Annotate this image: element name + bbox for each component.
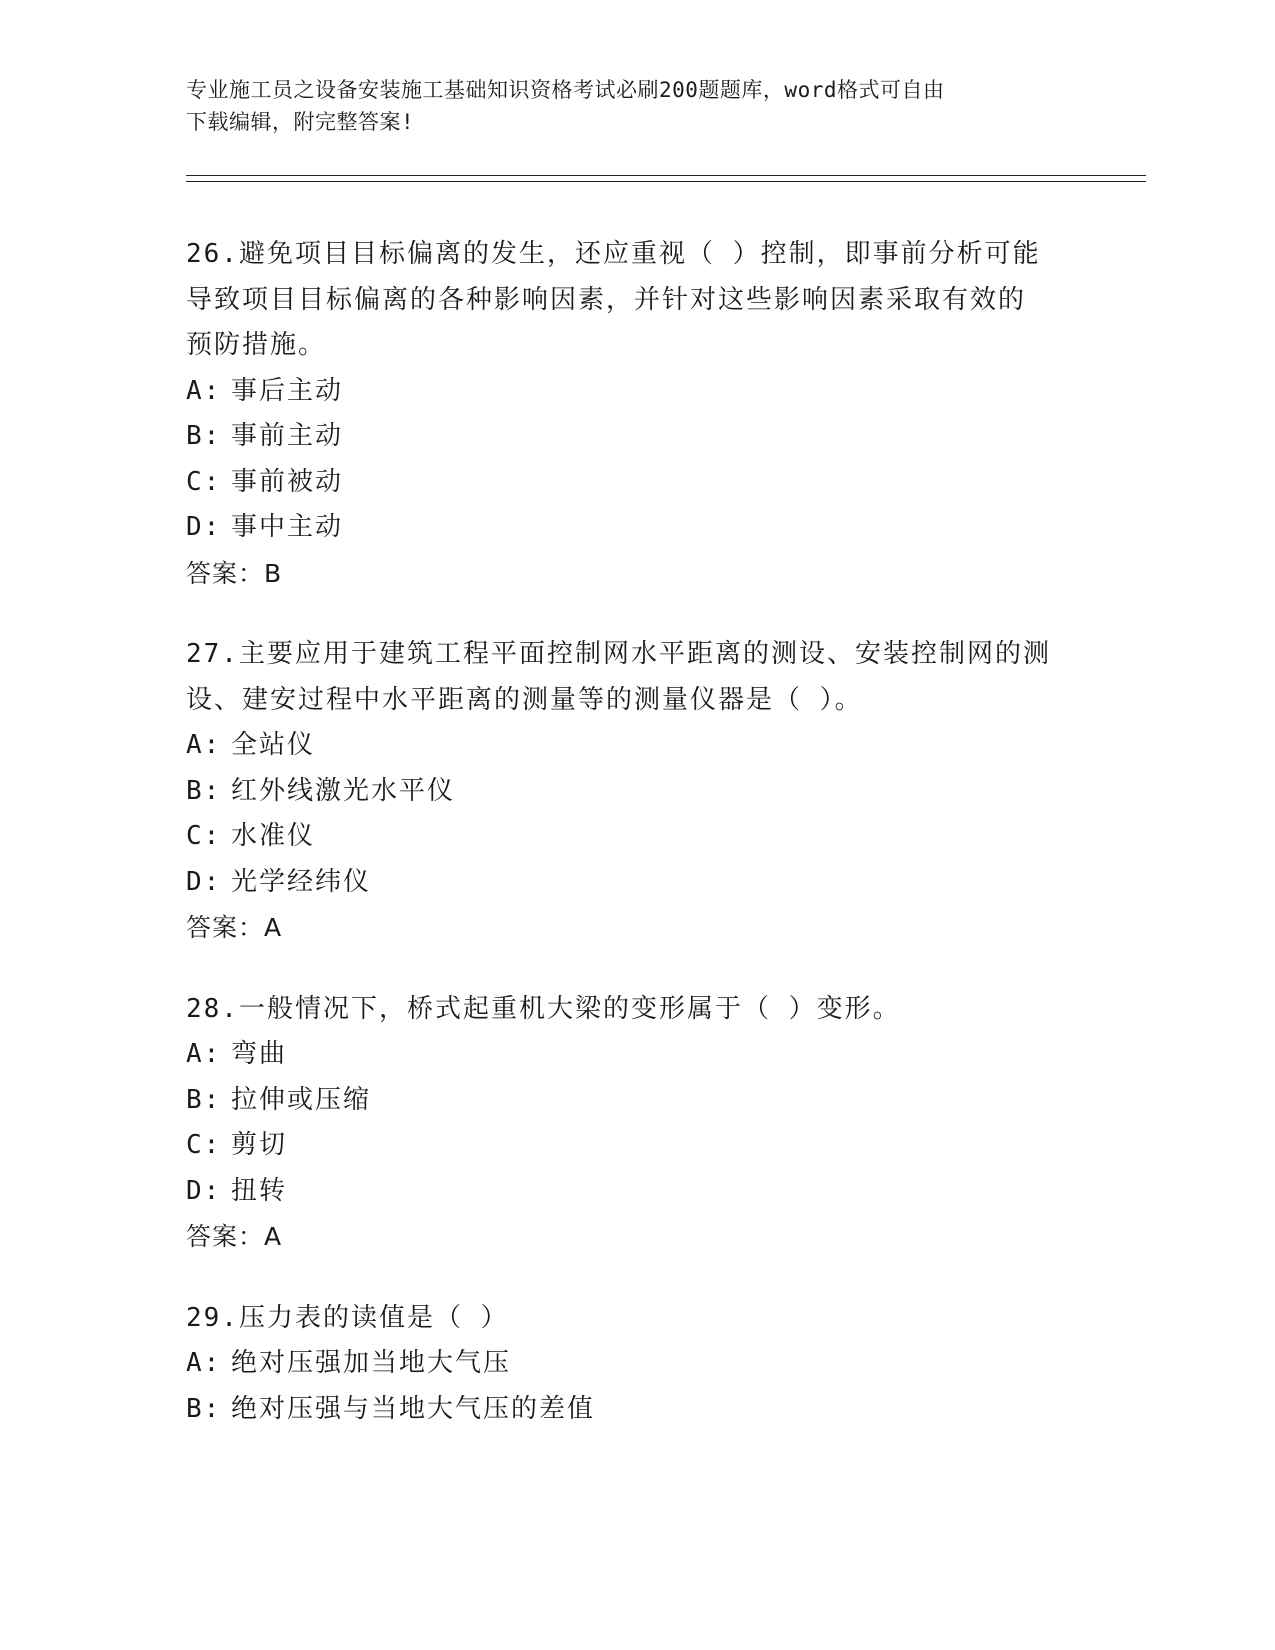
option-key: D:: [186, 866, 222, 897]
option-key: B:: [186, 1393, 222, 1424]
option-text: 绝对压强与当地大气压的差值: [231, 1393, 596, 1424]
option-b: [186, 1078, 1086, 1124]
option-c: [186, 814, 1086, 860]
option-c: [186, 1123, 1086, 1169]
option-key: D:: [186, 1175, 222, 1206]
option-text: 事中主动: [231, 512, 344, 542]
option-text: 红外线激光水平仪: [231, 775, 456, 806]
answer-line: 答案：B: [186, 558, 283, 588]
question-text-line: 26.避免项目目标偏离的发生，还应重视（ ）控制，即事前分析可能: [186, 239, 1041, 269]
option-c: [186, 460, 1086, 506]
option-key: B:: [186, 1084, 222, 1115]
answer-line: 答案：A: [186, 913, 283, 942]
document-header: [186, 74, 1086, 138]
question-list: [186, 232, 1086, 1468]
header-line-2: 下载编辑，附完整答案!: [186, 110, 415, 134]
option-text: 绝对压强加当地大气压: [231, 1348, 512, 1378]
option-text: 光学经纬仪: [231, 866, 372, 897]
question-26: [186, 232, 1086, 596]
option-key: D:: [186, 512, 222, 542]
question-text-line: 29.压力表的读值是（ ）: [186, 1302, 509, 1333]
question-29: [186, 1296, 1086, 1433]
option-key: C:: [186, 821, 222, 851]
answer-line: 答案：A: [186, 1222, 283, 1251]
question-28: [186, 987, 1086, 1260]
question-text-line: 导致项目目标偏离的各种影响因素，并针对这些影响因素采取有效的: [186, 284, 1027, 315]
option-key: B:: [186, 775, 222, 806]
option-a: [186, 1341, 1086, 1387]
option-d: [186, 505, 1086, 551]
question-text-line: 27.主要应用于建筑工程平面控制网水平距离的测设、安装控制网的测: [186, 639, 1051, 669]
option-key: C:: [186, 466, 222, 497]
question-27: [186, 632, 1086, 951]
option-key: A:: [186, 1348, 222, 1378]
option-key: C:: [186, 1130, 222, 1160]
option-key: A:: [186, 1039, 222, 1069]
option-text: 扭转: [231, 1175, 288, 1206]
option-d: [186, 860, 1086, 906]
option-text: 全站仪: [231, 730, 316, 760]
option-b: [186, 1387, 1086, 1433]
header-divider-bottom: [186, 181, 1146, 182]
option-d: [186, 1169, 1086, 1215]
option-a: [186, 723, 1086, 769]
option-a: [186, 1032, 1086, 1078]
header-line-1: 专业施工员之设备安装施工基础知识资格考试必刷200题题库，word格式可自由: [186, 78, 945, 102]
option-text: 水准仪: [231, 821, 316, 851]
option-text: 事前被动: [231, 466, 344, 497]
option-b: [186, 769, 1086, 815]
question-text-line: 设、建安过程中水平距离的测量等的测量仪器是（ ）。: [186, 684, 863, 715]
option-key: B:: [186, 421, 222, 451]
question-text-line: 28.一般情况下，桥式起重机大梁的变形属于（ ）变形。: [186, 993, 901, 1024]
option-key: A:: [186, 375, 222, 406]
option-text: 弯曲: [231, 1039, 288, 1069]
option-b: [186, 414, 1086, 460]
option-a: [186, 369, 1086, 415]
option-text: 事前主动: [231, 421, 344, 451]
question-text-line: 预防措施。: [186, 330, 327, 360]
option-text: 剪切: [231, 1130, 288, 1160]
option-text: 拉伸或压缩: [231, 1084, 372, 1115]
option-key: A:: [186, 730, 222, 760]
header-divider-top: [186, 175, 1146, 176]
option-text: 事后主动: [231, 375, 344, 406]
